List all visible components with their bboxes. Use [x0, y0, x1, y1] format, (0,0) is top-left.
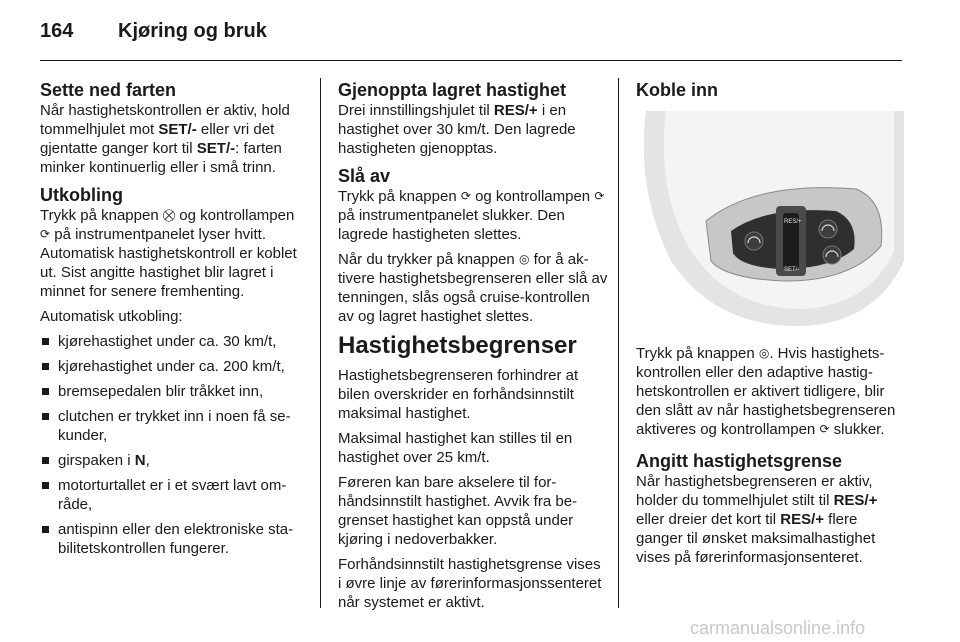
- text: eller vri det gjentatte ganger kort til: [40, 121, 275, 157]
- page-number: 164: [40, 20, 74, 42]
- text: . Hvis hastighetskontrollen eller den adaptive hastighetskontrollen er aktivert tidligere, blir den slått av når hastighetsbegrenseren aktiveres og kontrollampen: [636, 345, 896, 438]
- text: Trykk på knappen: [636, 345, 759, 362]
- paragraph-sette: [40, 101, 308, 177]
- utkobling-list: [40, 332, 308, 558]
- cruise-lamp-icon: ⟳: [819, 422, 830, 436]
- text: Når hastighetskontrollen er aktiv, hold tommelhjulet mot: [40, 102, 290, 138]
- set-label: SET/-: [158, 121, 197, 138]
- heading-hastighetsbegrenser: Hastighetsbegrenser: [338, 332, 577, 359]
- res-wheel-label: RES/+: [784, 219, 802, 225]
- paragraph-utkobling: [40, 206, 308, 301]
- text: Drei innstillingshjulet til: [338, 102, 494, 119]
- list-item-text: girspaken i: [58, 452, 135, 469]
- heading-angitt-hastighetsgrense: Angitt hastighetsgrense: [636, 451, 843, 471]
- column-divider-1: [320, 78, 321, 608]
- header-rule: [40, 60, 902, 61]
- bullet-icon: [42, 388, 49, 395]
- paragraph-nar-du-trykker: [338, 250, 608, 326]
- text: Trykk på knappen: [40, 207, 163, 224]
- res-label: RES/+: [493, 102, 538, 119]
- column-1: [40, 80, 308, 564]
- cruise-lamp-icon: ⟳: [594, 189, 605, 203]
- paragraph-gjenoppta: [338, 101, 608, 158]
- bullet-icon: [42, 363, 49, 370]
- paragraph-sla-av: [338, 187, 608, 244]
- text: Når du trykker på knappen: [338, 251, 519, 268]
- list-item: [40, 451, 308, 470]
- text: og kontrollampen: [175, 207, 295, 224]
- column-2: [338, 80, 608, 618]
- bullet-icon: [42, 457, 49, 464]
- cruise-lamp-icon: ⟳: [460, 189, 471, 203]
- heading-sla-av: Slå av: [338, 166, 391, 186]
- list-item-text: kjørehastighet under ca. 30 km/t,: [58, 333, 277, 350]
- text: eller dreier det kort til: [636, 511, 781, 528]
- cruise-lamp-icon: ⟳: [40, 227, 51, 241]
- text: og kontrollampen: [470, 188, 595, 205]
- paragraph-automatisk: Automatisk utkobling:: [40, 308, 183, 325]
- paragraph-angitt: [636, 472, 904, 567]
- paragraph-begrenser-3: Føreren kan bare akselere til forhåndsinnstilt hastighet. Avvik fra begrenset hastighet kan oppstå under kjøring i nedoverbakker.: [338, 474, 578, 548]
- heading-gjenoppta: Gjenoppta lagret hastighet: [338, 80, 567, 100]
- text: Trykk på knappen: [338, 188, 461, 205]
- paragraph-begrenser-2: Maksimal hastighet kan stilles til en hastighet over 25 km/t.: [338, 430, 573, 466]
- text: i en hastighet over 30 km/t. Den lagrede hastigheten gjenopptas.: [338, 102, 576, 157]
- set-label: SET/-: [196, 140, 236, 157]
- list-item-text: bremsepedalen blir tråkket inn,: [58, 383, 264, 400]
- steering-wheel-illustration: [636, 111, 904, 329]
- set-wheel-label: SET/-: [784, 267, 800, 273]
- limiter-button-icon: ◎: [518, 252, 530, 266]
- list-item: [40, 332, 308, 351]
- list-item-text: clutchen er trykket inn i noen få sekunder,: [58, 408, 291, 444]
- paragraph-koble-inn: [636, 344, 904, 439]
- bullet-icon: [42, 338, 49, 345]
- text: slukker.: [829, 421, 885, 438]
- text: på instrumentpanelet slukker. Den lagrede hastigheten slettes.: [338, 207, 565, 243]
- bullet-icon: [42, 482, 49, 489]
- list-item: [40, 520, 308, 558]
- list-item: [40, 476, 308, 514]
- paragraph-begrenser-1: Hastighetsbegrenseren forhindrer at bilen overskrider en forhåndsinnstilt maksimal hastighet.: [338, 367, 579, 422]
- text: : farten minker kontinuerlig eller i små trinn.: [40, 140, 282, 176]
- cruise-button-icon: ⛒: [162, 208, 176, 222]
- text: ,: [145, 452, 150, 469]
- watermark: carmanualsonline.info: [690, 618, 866, 638]
- column-3: [636, 80, 904, 573]
- list-item-text: motorturtallet er i et svært lavt område,: [58, 477, 287, 513]
- gear-n-label: N: [134, 452, 146, 469]
- list-item-text: antispinn eller den elektroniske stabilitetskontrollen fungerer.: [58, 521, 294, 557]
- paragraph-begrenser-4: Forhåndsinnstilt hastighetsgrense vises i øvre linje av førerinformasjonssenteret når systemet er aktivt.: [338, 556, 602, 611]
- heading-sette-ned-farten: Sette ned farten: [40, 80, 177, 100]
- list-item: [40, 407, 308, 445]
- bullet-icon: [42, 413, 49, 420]
- text: på instrumentpanelet lyser hvitt. Automatisk hastighetskontroll er koblet ut. Sist angitte hastighet blir lagret i minnet for senere fremhenting.: [40, 226, 297, 300]
- limiter-button-icon: ◎: [758, 346, 770, 360]
- list-item: [40, 382, 308, 401]
- list-item-text: kjørehastighet under ca. 200 km/t,: [58, 358, 285, 375]
- res-label: RES/+: [833, 492, 878, 509]
- list-item: [40, 357, 308, 376]
- text: flere ganger til ønsket maksimalhastighet vises på førerinformasjonsenteret.: [636, 511, 876, 566]
- res-label: RES/+: [780, 511, 825, 528]
- bullet-icon: [42, 526, 49, 533]
- heading-koble-inn: Koble inn: [636, 80, 718, 100]
- column-divider-2: [618, 78, 619, 608]
- heading-utkobling: Utkobling: [40, 185, 123, 205]
- text: Når hastighetsbegrenseren er aktiv, holder du tommelhjulet stilt til: [636, 473, 873, 509]
- text: for å aktivere hastighetsbegrenseren eller slå av tenningen, slås også cruise-kontrollen av og lagret hastighet slettes.: [338, 251, 608, 325]
- page-title: Kjøring og bruk: [118, 20, 267, 42]
